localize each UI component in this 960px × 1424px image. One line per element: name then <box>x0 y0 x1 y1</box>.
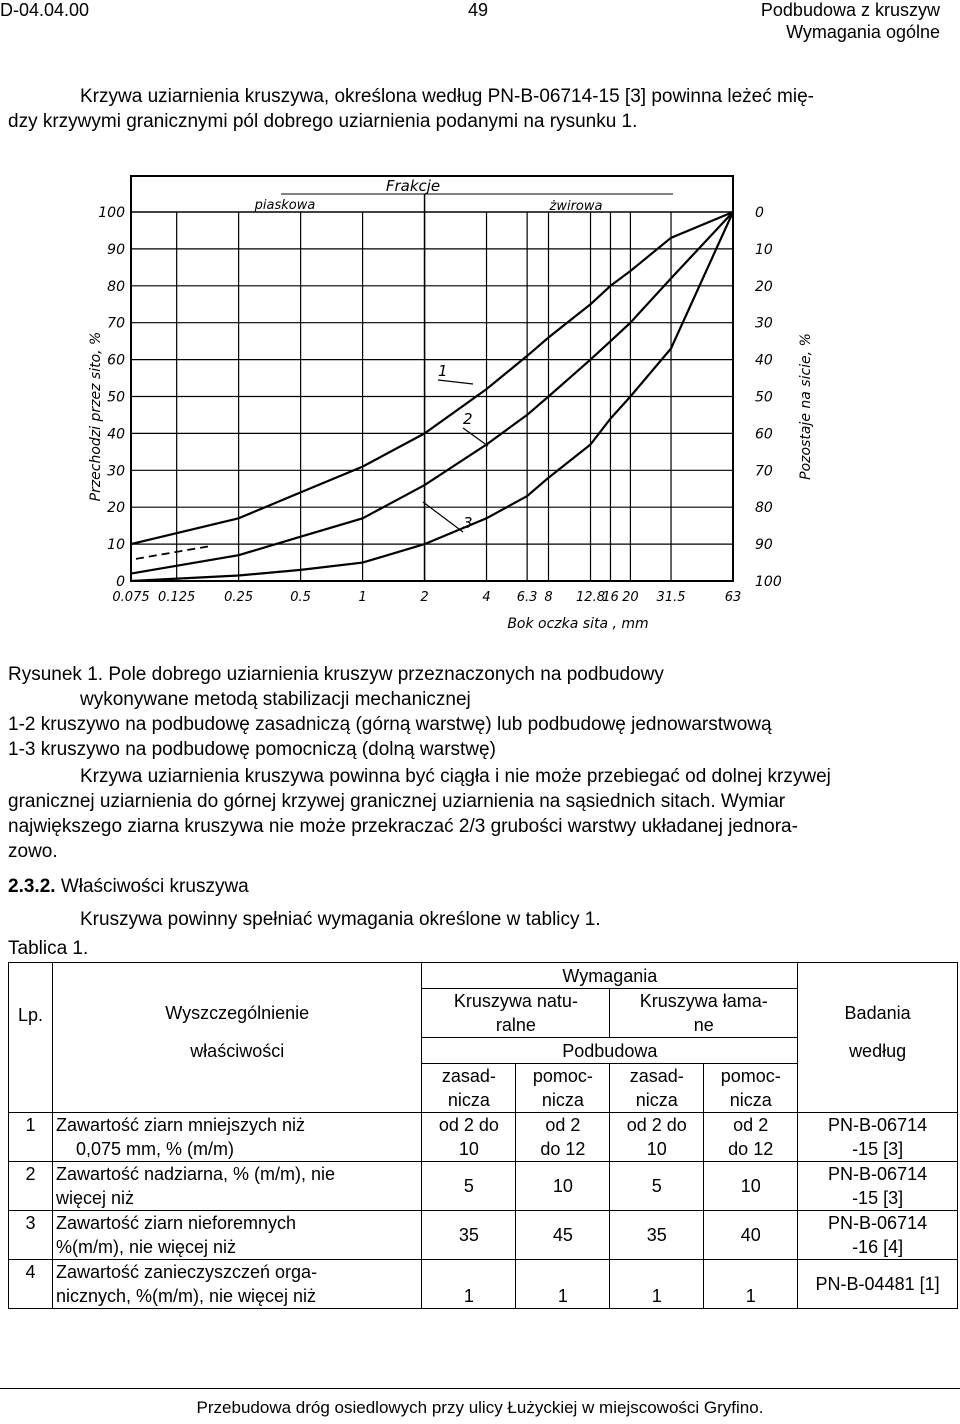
col-header-wedlug: według <box>798 1038 958 1064</box>
figure-caption-4: 1-3 kruszywo na podbudowę pomocniczą (dolną warstwę) <box>8 739 496 760</box>
row-desc-line-2: więcej niż <box>55 1188 134 1208</box>
row-desc-line-2: %(m/m), nie więcej niż <box>55 1237 237 1257</box>
subheader-zasadnicza-2 <box>610 1064 704 1113</box>
naturalne-line-1: Kruszywa natu- <box>453 991 578 1011</box>
value-line-1: od 2 <box>733 1115 769 1135</box>
value-line-1: od 2 do <box>438 1115 499 1135</box>
y-tick-label-left: 0 <box>116 574 125 590</box>
y-tick-label-left: 80 <box>107 278 125 295</box>
subheader-zasadnicza-1 <box>422 1064 516 1113</box>
x-tick-label: 63 <box>724 590 742 605</box>
intro-line-1: Krzywa uziarnienia kruszywa, określona według PN-B-06714-15 [3] powinna leżeć mię- <box>80 86 814 107</box>
row-norm <box>798 1113 958 1162</box>
zasad-text-2: nicza <box>447 1090 490 1110</box>
col-header-lp: Lp. <box>9 989 53 1038</box>
x-tick-label: 8 <box>544 590 553 605</box>
row-value: 40 <box>704 1211 798 1260</box>
header-subtitle: Wymagania ogólne <box>786 22 940 42</box>
curve-label-leader <box>423 502 463 532</box>
col-header-wyszczegolnienie: Wyszczególnienie <box>52 989 421 1038</box>
right-axis-title: Pozostaje na sicie, % <box>798 333 814 480</box>
curve-label: 3 <box>463 514 473 532</box>
curve-label-leader <box>463 428 488 446</box>
table-row <box>9 1113 958 1162</box>
row-value <box>704 1113 798 1162</box>
table-row <box>9 1260 958 1309</box>
y-tick-label-right: 50 <box>755 389 773 406</box>
col-header-lamane <box>610 989 798 1038</box>
x-tick-label: 1 <box>358 590 367 605</box>
row-desc-line-1: Zawartość ziarn mniejszych niż <box>55 1115 306 1135</box>
fractions-label: Frakcje <box>385 177 441 195</box>
value-line-2: 10 <box>458 1139 479 1159</box>
y-tick-label-left: 100 <box>98 205 125 221</box>
y-tick-label-right: 0 <box>755 205 764 221</box>
footer-text: Przebudowa dróg osiedlowych przy ulicy Łużyckiej w miejscowości Gryfino. <box>196 1398 764 1417</box>
y-tick-label-right: 80 <box>755 500 773 517</box>
row-value: 1 <box>610 1260 704 1309</box>
section-heading <box>8 874 249 899</box>
value-line-2: do 12 <box>540 1139 586 1159</box>
norm-line-2: -16 [4] <box>852 1237 904 1257</box>
section-title: Właściwości kruszywa <box>55 876 249 897</box>
x-tick-label: 20 <box>622 590 639 605</box>
row-desc <box>52 1162 421 1211</box>
row-norm <box>798 1162 958 1211</box>
y-tick-label-right: 10 <box>755 241 773 258</box>
body-p1-line-3: największego ziarna kruszywa nie może przekraczać 2/3 grubości warstwy układanej jednora- <box>8 816 798 837</box>
x-tick-label: 0.5 <box>290 590 311 605</box>
subheader-pomocnicza-1 <box>516 1064 610 1113</box>
y-tick-label-left: 20 <box>107 500 125 517</box>
y-tick-label-right: 100 <box>755 574 782 590</box>
x-tick-label: 12.8 <box>576 590 605 605</box>
x-axis-title: Bok oczka sita , mm <box>507 616 649 632</box>
table-caption: Tablica 1. <box>8 938 89 959</box>
row-value: 35 <box>610 1211 704 1260</box>
body-p1-line-4: zowo. <box>8 841 58 862</box>
y-tick-label-left: 60 <box>107 352 125 369</box>
doc-code: D-04.04.00 <box>0 0 90 20</box>
header-title: Podbudowa z kruszyw <box>760 0 940 20</box>
left-axis-title: Przechodzi przez sito, % <box>88 331 104 502</box>
y-tick-label-right: 60 <box>755 426 773 443</box>
table-row <box>9 1211 958 1260</box>
gravel-fraction-label: żwirowa <box>549 199 603 214</box>
footer-divider <box>0 1388 960 1389</box>
row-value: 1 <box>704 1260 798 1309</box>
grading-curve-1 <box>131 212 733 544</box>
row-value <box>516 1113 610 1162</box>
col-header-wymagania: Wymagania <box>422 963 798 989</box>
intro-line-2: dzy krzywymi granicznymi pól dobrego uziarnienia podanymi na rysunku 1. <box>8 111 638 132</box>
row-desc-line-1: Zawartość nadziarna, % (m/m), nie <box>55 1164 336 1184</box>
col-header-naturalne <box>422 989 610 1038</box>
y-tick-label-right: 70 <box>755 463 773 480</box>
row-value <box>610 1113 704 1162</box>
row-value: 5 <box>610 1162 704 1211</box>
zasad-text-1: zasad- <box>441 1066 496 1086</box>
grading-curve-2 <box>131 212 733 574</box>
body-p2: Kruszywa powinny spełniać wymagania określone w tablicy 1. <box>80 909 601 930</box>
x-tick-label: 0.075 <box>112 590 150 605</box>
col-header-podbudowa: Podbudowa <box>422 1038 798 1064</box>
y-tick-label-right: 30 <box>755 315 773 332</box>
value-line-2: 10 <box>646 1139 667 1159</box>
row-value: 45 <box>516 1211 610 1260</box>
curve-1-dashed-extension <box>136 546 211 559</box>
x-tick-label: 0.25 <box>224 590 254 605</box>
y-tick-label-left: 50 <box>107 389 125 406</box>
row-value: 1 <box>516 1260 610 1309</box>
body-p1-line-1: Krzywa uziarnienia kruszywa powinna być ciągła i nie może przebiegać od dolnej krzywej <box>80 766 831 787</box>
curve-label: 1 <box>438 362 448 380</box>
section-number: 2.3.2. <box>8 876 56 897</box>
x-tick-label: 6.3 <box>516 590 538 605</box>
norm-line-1: PN-B-06714 <box>828 1115 928 1135</box>
norm-line-1: PN-B-06714 <box>828 1213 928 1233</box>
row-value: 35 <box>422 1211 516 1260</box>
row-lp: 2 <box>9 1162 53 1211</box>
y-tick-label-left: 70 <box>107 315 125 332</box>
curve-label: 2 <box>463 410 473 428</box>
value-line-1: od 2 do <box>626 1115 687 1135</box>
lamane-line-2: ne <box>693 1015 714 1035</box>
row-norm <box>798 1211 958 1260</box>
row-lp: 4 <box>9 1260 53 1309</box>
row-desc-line-1: Zawartość zanieczyszczeń orga- <box>55 1262 318 1282</box>
x-tick-label: 0.125 <box>158 590 196 605</box>
row-lp: 3 <box>9 1211 53 1260</box>
x-tick-label: 4 <box>482 590 491 605</box>
row-desc <box>52 1113 421 1162</box>
col-header-badania: Badania <box>798 989 958 1038</box>
row-value <box>422 1113 516 1162</box>
value-line-1: od 2 <box>545 1115 581 1135</box>
row-desc-line-2: nicznych, %(m/m), nie więcej niż <box>55 1286 317 1306</box>
y-tick-label-left: 40 <box>107 426 125 443</box>
value-line-2: do 12 <box>728 1139 774 1159</box>
x-tick-label: 16 <box>602 590 619 605</box>
x-tick-label: 31.5 <box>656 590 686 605</box>
col-header-wlasciwosci: właściwości <box>52 1038 421 1064</box>
requirements-table <box>8 962 958 1309</box>
curve-label-leader <box>438 380 473 384</box>
row-desc-line-1: Zawartość ziarn nieforemnych <box>55 1213 297 1233</box>
row-value: 5 <box>422 1162 516 1211</box>
grading-chart-svg <box>88 166 868 646</box>
grading-chart <box>88 166 868 646</box>
figure-caption-2: wykonywane metodą stabilizacji mechanicznej <box>80 689 471 710</box>
row-lp: 1 <box>9 1113 53 1162</box>
figure-caption-3: 1-2 kruszywo na podbudowę zasadniczą (górną warstwę) lub podbudowę jednowarstwową <box>8 714 772 735</box>
figure-caption-1: Rysunek 1. Pole dobrego uziarnienia kruszyw przeznaczonych na podbudowy <box>8 664 664 685</box>
page-number: 49 <box>468 0 489 20</box>
lamane-line-1: Kruszywa łama- <box>639 991 768 1011</box>
plot-frame <box>131 176 733 581</box>
row-norm: PN-B-04481 [1] <box>798 1260 958 1309</box>
y-tick-label-left: 30 <box>107 463 125 480</box>
norm-line-2: -15 [3] <box>852 1139 904 1159</box>
norm-line-1: PN-B-06714 <box>828 1164 928 1184</box>
pomoc-text-1: pomoc- <box>532 1066 593 1086</box>
subheader-pomocnicza-2 <box>704 1064 798 1113</box>
row-value: 10 <box>516 1162 610 1211</box>
sand-fraction-label: piaskowa <box>254 198 316 213</box>
y-tick-label-right: 20 <box>755 278 773 295</box>
pomoc-text-2: nicza <box>541 1090 584 1110</box>
row-desc-line-2: 0,075 mm, % (m/m) <box>75 1139 234 1159</box>
norm-line-2: -15 [3] <box>852 1188 904 1208</box>
pomoc-text-3: pomoc- <box>720 1066 781 1086</box>
pomoc-text-4: nicza <box>729 1090 772 1110</box>
body-p1-line-2: granicznej uziarnienia do górnej krzywej granicznej uziarnienia na sąsiednich sitach. Wymiar <box>8 791 786 812</box>
y-tick-label-left: 90 <box>107 241 125 258</box>
row-value: 10 <box>704 1162 798 1211</box>
row-value: 1 <box>422 1260 516 1309</box>
row-desc <box>52 1260 421 1309</box>
y-tick-label-right: 90 <box>755 537 773 554</box>
y-tick-label-right: 40 <box>755 352 773 369</box>
y-tick-label-left: 10 <box>107 537 125 554</box>
naturalne-line-2: ralne <box>495 1015 536 1035</box>
zasad-text-3: zasad- <box>629 1066 684 1086</box>
table-row <box>9 1162 958 1211</box>
x-tick-label: 2 <box>420 590 429 605</box>
zasad-text-4: nicza <box>635 1090 678 1110</box>
row-desc <box>52 1211 421 1260</box>
